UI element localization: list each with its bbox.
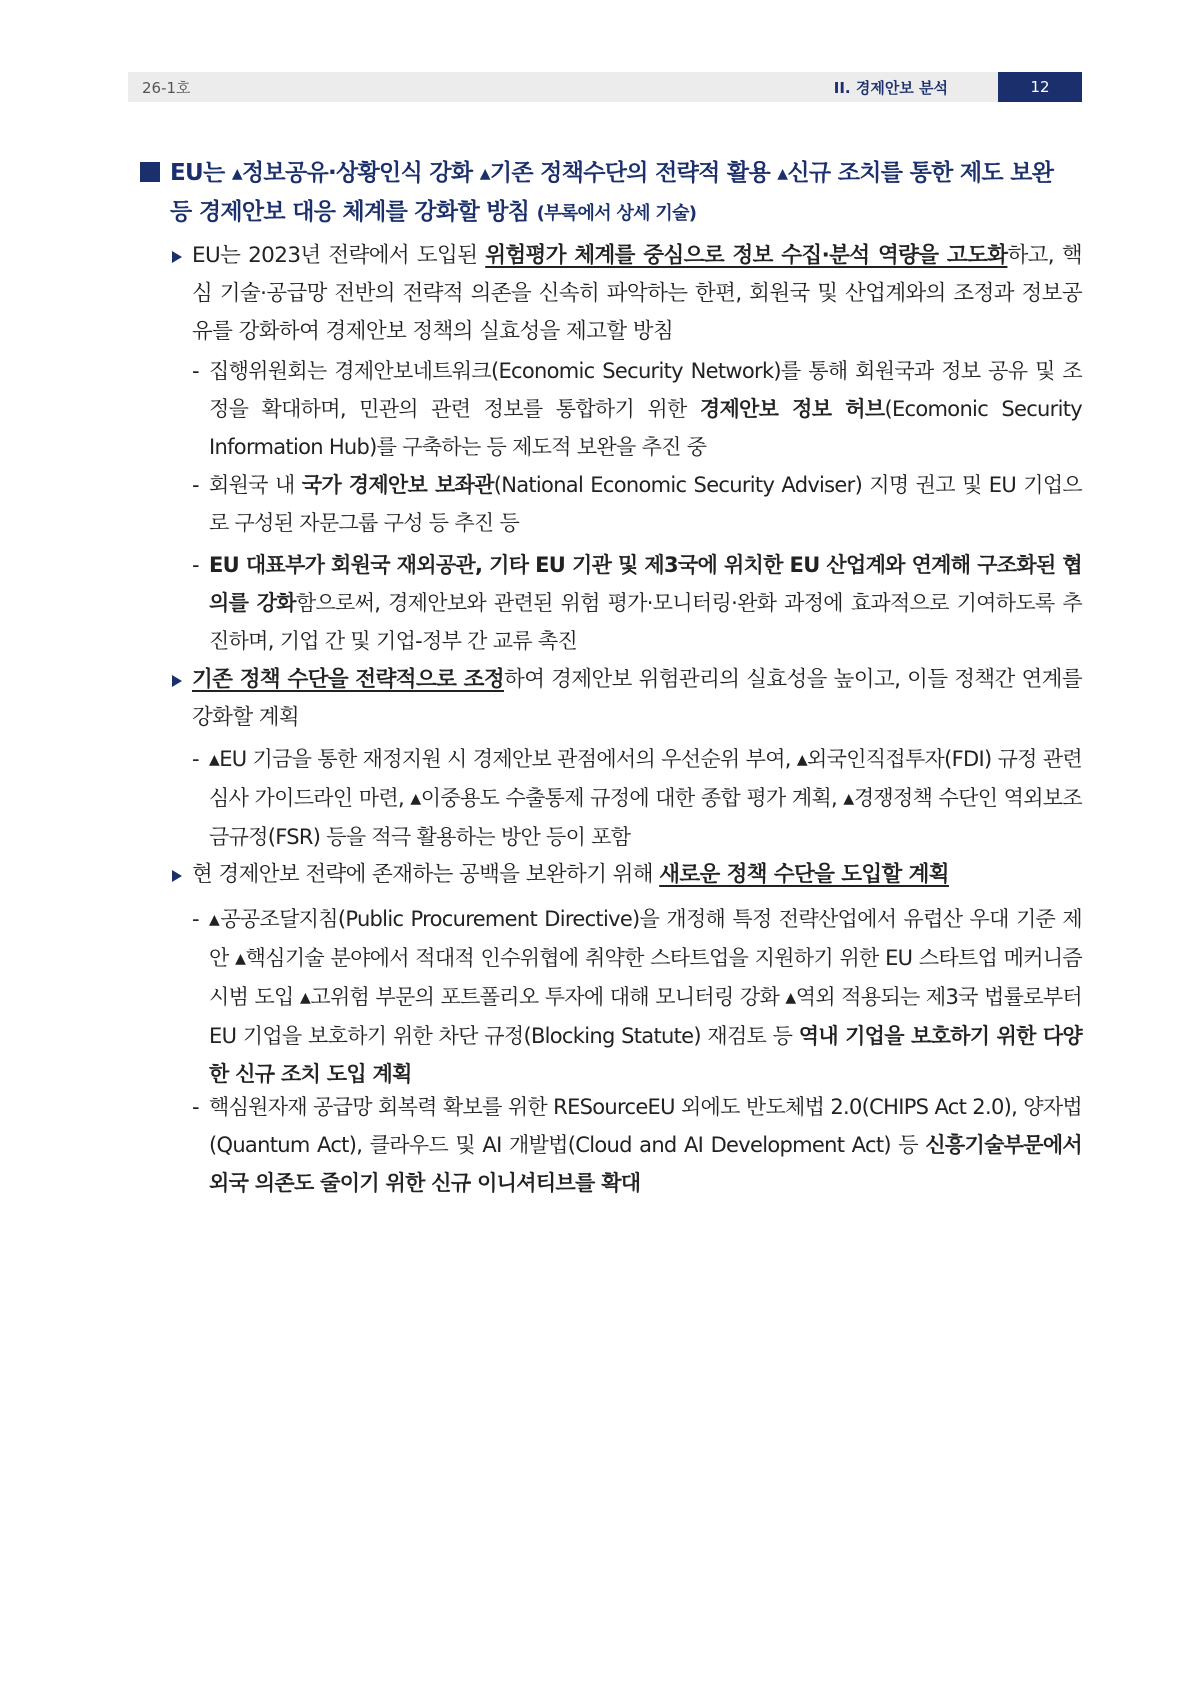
bullet-item: 기존 정책 수단을 전략적으로 조정하여 경제안보 위험관리의 실효성을 높이고, 이들 정책간 연계를 강화할 계획: [172, 661, 1082, 737]
heading-note: (부록에서 상세 기술): [536, 203, 697, 224]
dash-marker: -: [192, 553, 199, 577]
sub-item: - 핵심원자재 공급망 회복력 확보를 위한 RESourceEU 외에도 반도체법 2.0(CHIPS Act 2.0), 양자법(Quantum Act), 클라우드 및 AI 개발법(Cloud and AI Development Act) 등 신흥기술부문에서 외국 의존도 줄이기 위한 신규 이니셔티브를 확대: [192, 1088, 1082, 1202]
triangle-up-icon: ▲: [299, 990, 311, 1006]
dash-marker: -: [192, 473, 199, 497]
dash-marker: -: [192, 747, 199, 771]
sub-item: - ▲공공조달지침(Public Procurement Directive)을 개정해 특정 전략산업에서 유럽산 우대 기준 제안 ▲핵심기술 분야에서 적대적 인수위협에 취약한 스타트업을 지원하기 위한 EU 스타트업 메커니즘 시범 도입 ▲고위험 부문의 포트폴리오 투자에 대해 모니터링 강화 ▲역외 적용되는 제3국 법률로부터 EU 기업을 보호하기 위한 차단 규정(Blocking Statute) 재검토 등 역내 기업을 보호하기 위한 다양한 신규 조치 도입 계획: [192, 900, 1082, 1093]
dash-marker: -: [192, 359, 199, 383]
section-heading: EU는 ▲정보공유·상황인식 강화 ▲기존 정책수단의 전략적 활용 ▲신규 조치를 통한 제도 보완 등 경제안보 대응 체계를 강화할 방침 (부록에서 상세 기술): [140, 154, 1080, 233]
sub-item: - 집행위원회는 경제안보네트워크(Economic Security Network)를 통해 회원국과 정보 공유 및 조정을 확대하며, 민관의 관련 정보를 통합하기 위한 경제안보 정보 허브(Ecomonic Security Information Hub)를 구축하는 등 제도적 보완을 추진 중: [192, 352, 1082, 466]
square-bullet-icon: [140, 162, 160, 182]
bullet-item: 현 경제안보 전략에 존재하는 공백을 보완하기 위해 새로운 정책 수단을 도입할 계획: [172, 856, 1082, 894]
triangle-up-icon: ▲: [843, 791, 854, 807]
sub-item: - EU 대표부가 회원국 재외공관, 기타 EU 기관 및 제3국에 위치한 EU 산업계와 연계해 구조화된 협의를 강화함으로써, 경제안보와 관련된 위험 평가·모니터링·완화 과정에 효과적으로 기여하도록 추진하며, 기업 간 및 기업-정부 간 교류 촉진: [192, 546, 1082, 660]
triangle-up-icon: ▲: [777, 166, 788, 182]
dash-marker: -: [192, 1095, 199, 1119]
page-number: 12: [998, 72, 1082, 102]
triangle-right-icon: [172, 675, 182, 687]
page-header: [128, 72, 1082, 102]
triangle-up-icon: ▲: [796, 752, 808, 768]
issue-number: 26-1호: [142, 79, 191, 97]
triangle-up-icon: ▲: [209, 912, 221, 928]
sub-item: - ▲EU 기금을 통한 재정지원 시 경제안보 관점에서의 우선순위 부여, ▲외국인직접투자(FDI) 규정 관련 심사 가이드라인 마련, ▲이중용도 수출통제 규정에 대한 종합 평가 계획, ▲경쟁정책 수단인 역외보조금규정(FSR) 등을 적극 활용하는 방안 등이 포함: [192, 740, 1082, 856]
triangle-right-icon: [172, 251, 182, 263]
triangle-up-icon: ▲: [209, 752, 220, 768]
triangle-up-icon: ▲: [785, 990, 796, 1006]
dash-marker: -: [192, 907, 199, 931]
section-title: II. 경제안보 분석: [833, 79, 948, 97]
bullet-item: EU는 2023년 전략에서 도입된 위험평가 체계를 중심으로 정보 수집·분석 역량을 고도화하고, 핵심 기술·공급망 전반의 전략적 의존을 신속히 파악하는 한편, 회원국 및 산업계와의 조정과 정보공유를 강화하여 경제안보 정책의 실효성을 제고할 방침: [172, 237, 1082, 351]
triangle-right-icon: [172, 870, 182, 882]
sub-item: - 회원국 내 국가 경제안보 보좌관(National Economic Security Adviser) 지명 권고 및 EU 기업으로 구성된 자문그룹 구성 등 추진 등: [192, 466, 1082, 542]
triangle-up-icon: ▲: [479, 166, 490, 182]
triangle-up-icon: ▲: [231, 166, 242, 182]
triangle-up-icon: ▲: [410, 791, 421, 807]
triangle-up-icon: ▲: [235, 951, 246, 967]
